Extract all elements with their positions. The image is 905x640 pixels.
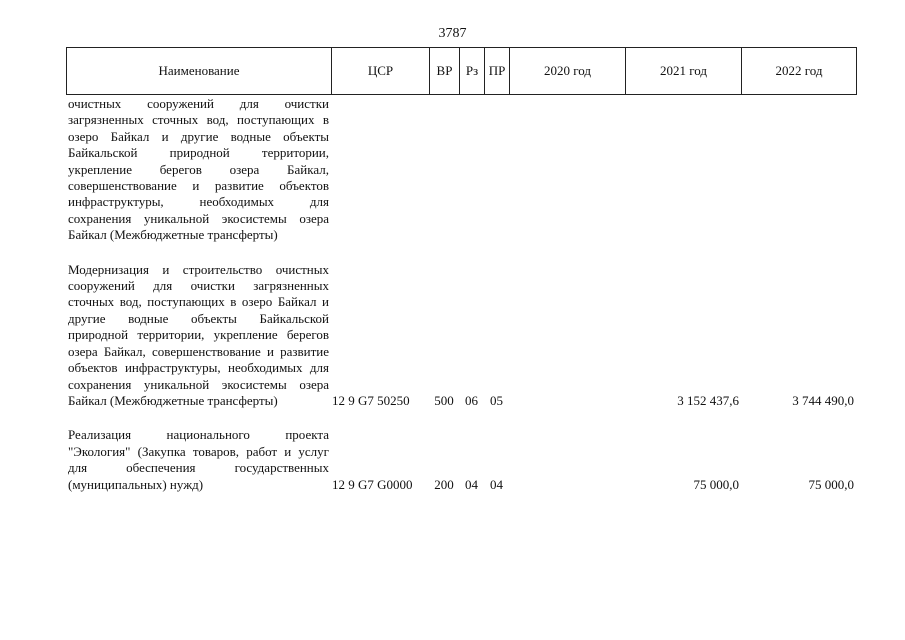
table-body [66, 96, 856, 493]
column-header-pr: ПР [485, 48, 510, 95]
row-name: Модернизация и строительство очистных сооружений для очистки загрязненных сточных вод, поступающих в озеро Байкал и другие водные объекты Байкальской природной территории, укрепление берегов озера Байкал, совершенствование и развитие объектов инфраструктуры, необходимых для сохранения уникальной экосистемы озера Байкал (Межбюджетные трансферты) [68, 261, 329, 408]
column-header-2022: 2022 год [742, 48, 857, 95]
row-2020 [509, 262, 625, 428]
row-2020 [509, 96, 625, 262]
row-name: Реализация национального проекта "Экология" (Закупка товаров, работ и услуг для обеспечения государственных (муниципальных) нужд) [68, 427, 329, 492]
column-header-2021: 2021 год [626, 48, 742, 95]
row-name: очистных сооружений для очистки загрязненных сточных вод, поступающих в озеро Байкал и другие водные объекты Байкальской природной территории, укрепление берегов озера Байкал, совершенствование и развитие объектов инфраструктуры, необходимых для сохранения уникальной экосистемы озера Байкал (Межбюджетные трансферты) [68, 96, 329, 243]
table-row [66, 96, 856, 262]
column-header-csr: ЦСР [332, 48, 430, 95]
row-2020 [509, 427, 625, 493]
row-2022: 3 744 490,0 [792, 392, 854, 408]
row-vr: 500 [434, 392, 454, 408]
row-2021: 75 000,0 [693, 476, 739, 492]
page-number: 3787 [438, 26, 467, 41]
column-header-rz: Рз [460, 48, 485, 95]
row-rz: 04 [465, 476, 478, 492]
row-vr: 200 [434, 476, 454, 492]
row-2022: 75 000,0 [808, 476, 854, 492]
row-2022 [741, 96, 856, 262]
column-header-name: Наименование [67, 48, 332, 95]
row-csr: 12 9 G7 50250 [332, 392, 410, 408]
table-header [66, 47, 857, 95]
table-row [66, 427, 856, 493]
table-row [66, 262, 856, 428]
row-2021 [625, 96, 741, 262]
row-2021: 3 152 437,6 [677, 392, 739, 408]
column-header-vr: ВР [430, 48, 460, 95]
row-pr [484, 96, 509, 262]
row-csr [331, 96, 429, 262]
column-header-2020: 2020 год [510, 48, 626, 95]
row-vr [429, 96, 459, 262]
row-rz: 06 [465, 392, 478, 408]
row-pr: 05 [490, 392, 503, 408]
row-rz [459, 96, 484, 262]
row-csr: 12 9 G7 G0000 [332, 476, 413, 492]
row-pr: 04 [490, 476, 503, 492]
